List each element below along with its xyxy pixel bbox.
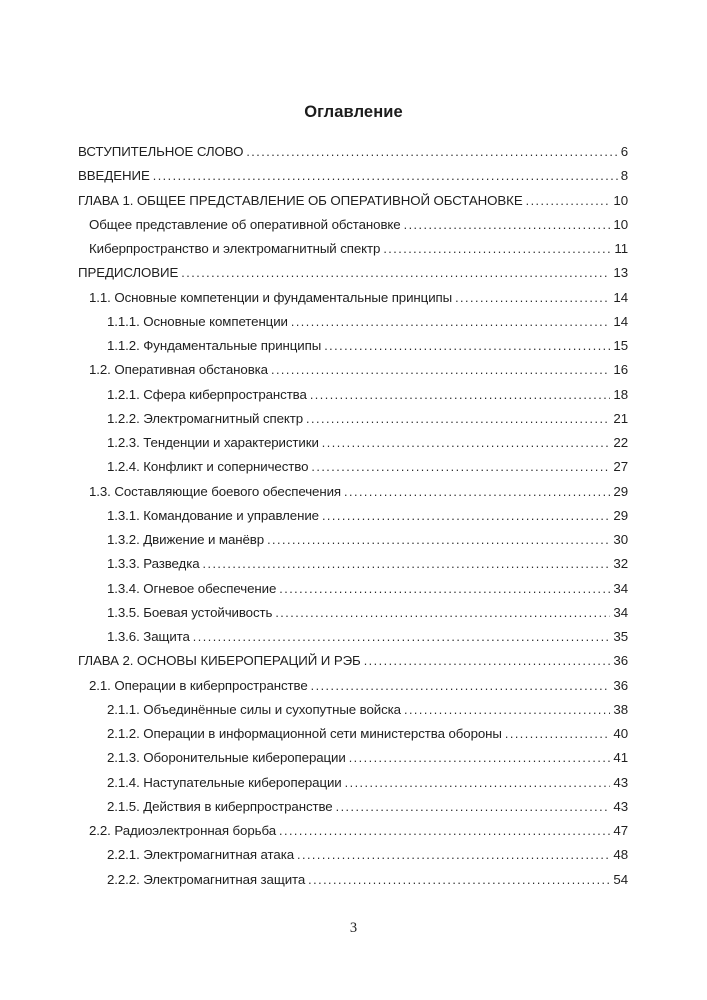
toc-entry-label: 2.2.2. Электромагнитная защита bbox=[107, 871, 306, 887]
toc-entry-label: 1.2.2. Электромагнитный спектр bbox=[107, 410, 304, 426]
dot-leader bbox=[455, 286, 610, 310]
toc-entry-page: 43 bbox=[613, 798, 628, 814]
toc-entry bbox=[78, 140, 628, 164]
toc-entry bbox=[78, 795, 628, 819]
toc-entry bbox=[78, 189, 628, 213]
toc-entry-label: Общее представление об оперативной обстановке bbox=[89, 216, 401, 232]
toc-entry-page: 47 bbox=[613, 823, 628, 838]
toc-entry-label: ГЛАВА 2. ОСНОВЫ КИБЕРОПЕРАЦИЙ И РЭБ bbox=[78, 653, 361, 669]
dot-leader bbox=[404, 213, 611, 237]
toc-entry bbox=[78, 625, 628, 649]
toc-entry-page: 18 bbox=[613, 386, 628, 402]
toc-entry-label: 2.1.3. Оборонительные кибероперации bbox=[107, 750, 346, 766]
dot-leader bbox=[308, 868, 610, 892]
toc-entry bbox=[78, 771, 628, 795]
toc-entry-page: 43 bbox=[613, 774, 628, 790]
toc-entry-page: 36 bbox=[613, 653, 628, 669]
toc-entry-page: 30 bbox=[613, 532, 628, 547]
toc-entry-label: 1.2.4. Конфликт и соперничество bbox=[107, 459, 309, 475]
toc-entry bbox=[78, 504, 628, 528]
toc-entry-page: 41 bbox=[613, 750, 628, 766]
dot-leader bbox=[291, 310, 611, 334]
toc-entry bbox=[78, 455, 628, 479]
dot-leader bbox=[505, 722, 611, 746]
toc-entry-label: 2.1.5. Действия в киберпространстве bbox=[107, 798, 333, 814]
toc-entry-label: 2.2.1. Электромагнитная атака bbox=[107, 847, 295, 863]
dot-leader bbox=[279, 819, 610, 843]
dot-leader bbox=[364, 649, 611, 673]
dot-leader bbox=[336, 795, 611, 819]
toc-entry bbox=[78, 698, 628, 722]
dot-leader bbox=[324, 334, 610, 358]
dot-leader bbox=[297, 843, 610, 867]
toc-entry-page: 38 bbox=[613, 701, 628, 717]
toc-entry bbox=[78, 577, 628, 601]
toc-entry-label: 1.3.6. Защита bbox=[107, 629, 190, 644]
toc-entry-page: 35 bbox=[613, 629, 628, 644]
toc-entry bbox=[78, 722, 628, 746]
toc-entry-label: 2.1. Операции в киберпространстве bbox=[89, 677, 308, 693]
toc-entry-page: 29 bbox=[613, 507, 628, 523]
toc-entry bbox=[78, 601, 628, 625]
toc-entry bbox=[78, 649, 628, 673]
toc-entry-page: 15 bbox=[613, 338, 628, 353]
dot-leader bbox=[279, 577, 610, 601]
toc-entry-page: 6 bbox=[620, 144, 628, 159]
toc-entry bbox=[78, 261, 628, 285]
toc-entry bbox=[78, 286, 628, 310]
dot-leader bbox=[311, 455, 610, 479]
toc-entry-page: 40 bbox=[613, 726, 628, 741]
toc-entry bbox=[78, 819, 628, 843]
toc-entry-label: 1.2.3. Тенденции и характеристики bbox=[107, 435, 319, 450]
toc-entry bbox=[78, 480, 628, 504]
dot-leader bbox=[271, 358, 610, 382]
toc-entry-page: 10 bbox=[613, 192, 628, 208]
dot-leader bbox=[310, 383, 611, 407]
toc-entry-page: 48 bbox=[613, 847, 628, 863]
toc-entry-page: 11 bbox=[614, 241, 628, 256]
toc-entry bbox=[78, 237, 628, 261]
dot-leader bbox=[275, 601, 610, 625]
toc-entry-page: 36 bbox=[613, 677, 628, 693]
toc-entry-label: 2.1.2. Операции в информационной сети министерства обороны bbox=[107, 726, 502, 741]
toc-entry-page: 29 bbox=[613, 483, 628, 499]
toc-entry-page: 32 bbox=[613, 556, 628, 572]
toc-entry-label: 1.1.2. Фундаментальные принципы bbox=[107, 338, 322, 353]
toc-entry-page: 22 bbox=[613, 435, 628, 450]
toc-entry bbox=[78, 407, 628, 431]
toc-entry-page: 27 bbox=[613, 459, 628, 475]
toc-entry-label: 1.3.5. Боевая устойчивость bbox=[107, 604, 273, 620]
toc-entry-label: 1.1.1. Основные компетенции bbox=[107, 313, 288, 329]
dot-leader bbox=[193, 625, 611, 649]
toc-entry-page: 13 bbox=[613, 265, 628, 281]
page-title: Оглавление bbox=[304, 103, 403, 121]
page-number-footer: 3 bbox=[349, 920, 358, 936]
dot-leader bbox=[246, 140, 617, 164]
toc-entry-page: 21 bbox=[613, 410, 628, 426]
toc-entry-page: 34 bbox=[613, 604, 628, 620]
toc-entry-label: 1.3.4. Огневое обеспечение bbox=[107, 580, 277, 596]
dot-leader bbox=[349, 746, 611, 770]
toc-entry-page: 14 bbox=[613, 289, 628, 305]
dot-leader bbox=[311, 674, 611, 698]
dot-leader bbox=[383, 237, 611, 261]
dot-leader bbox=[181, 261, 610, 285]
toc-entry-page: 14 bbox=[613, 313, 628, 329]
toc-entry bbox=[78, 528, 628, 552]
toc-entry bbox=[78, 164, 628, 188]
dot-leader bbox=[345, 771, 611, 795]
toc-entry-label: ПРЕДИСЛОВИЕ bbox=[78, 265, 179, 281]
dot-leader bbox=[344, 480, 610, 504]
toc-entry bbox=[78, 868, 628, 892]
toc-entry-label: 1.3.2. Движение и манёвр bbox=[107, 532, 265, 547]
dot-leader bbox=[153, 164, 618, 188]
toc-entry-label: 2.2. Радиоэлектронная борьба bbox=[89, 823, 276, 838]
toc-entry-label: ГЛАВА 1. ОБЩЕЕ ПРЕДСТАВЛЕНИЕ ОБ ОПЕРАТИВНОЙ ОБСТАНОВКЕ bbox=[78, 192, 523, 208]
dot-leader bbox=[526, 189, 611, 213]
toc-entry-label: 1.3.3. Разведка bbox=[107, 556, 200, 572]
toc-entry bbox=[78, 746, 628, 770]
toc-entry bbox=[78, 310, 628, 334]
toc-entry bbox=[78, 552, 628, 576]
toc-entry-page: 8 bbox=[620, 168, 628, 184]
toc-entry bbox=[78, 431, 628, 455]
toc-entry-label: 1.3. Составляющие боевого обеспечения bbox=[89, 483, 342, 499]
toc-entry-label: 1.1. Основные компетенции и фундаментальные принципы bbox=[89, 289, 453, 305]
toc-entry-page: 16 bbox=[613, 362, 628, 378]
toc-entry bbox=[78, 213, 628, 237]
toc-entry bbox=[78, 843, 628, 867]
dot-leader bbox=[267, 528, 610, 552]
dot-leader bbox=[322, 431, 611, 455]
toc-entry-label: ВВЕДЕНИЕ bbox=[78, 168, 150, 184]
dot-leader bbox=[322, 504, 610, 528]
toc-entry-label: 2.1.4. Наступательные кибероперации bbox=[107, 774, 342, 790]
toc-entry-page: 54 bbox=[613, 871, 628, 887]
toc-entry-page: 34 bbox=[613, 580, 628, 596]
toc-entry bbox=[78, 674, 628, 698]
toc-entry bbox=[78, 334, 628, 358]
toc-entry-label: Киберпространство и электромагнитный спектр bbox=[89, 241, 381, 256]
toc-list bbox=[78, 140, 628, 892]
toc-entry-label: ВСТУПИТЕЛЬНОЕ СЛОВО bbox=[78, 144, 244, 159]
toc-entry-label: 1.3.1. Командование и управление bbox=[107, 507, 319, 523]
toc-entry-label: 2.1.1. Объединённые силы и сухопутные войска bbox=[107, 701, 401, 717]
dot-leader bbox=[203, 552, 611, 576]
toc-entry bbox=[78, 358, 628, 382]
dot-leader bbox=[404, 698, 610, 722]
toc-entry-label: 1.2.1. Сфера киберпространства bbox=[107, 386, 307, 402]
toc-entry-page: 10 bbox=[613, 216, 628, 232]
dot-leader bbox=[306, 407, 610, 431]
toc-entry bbox=[78, 383, 628, 407]
toc-entry-label: 1.2. Оперативная обстановка bbox=[89, 362, 268, 378]
